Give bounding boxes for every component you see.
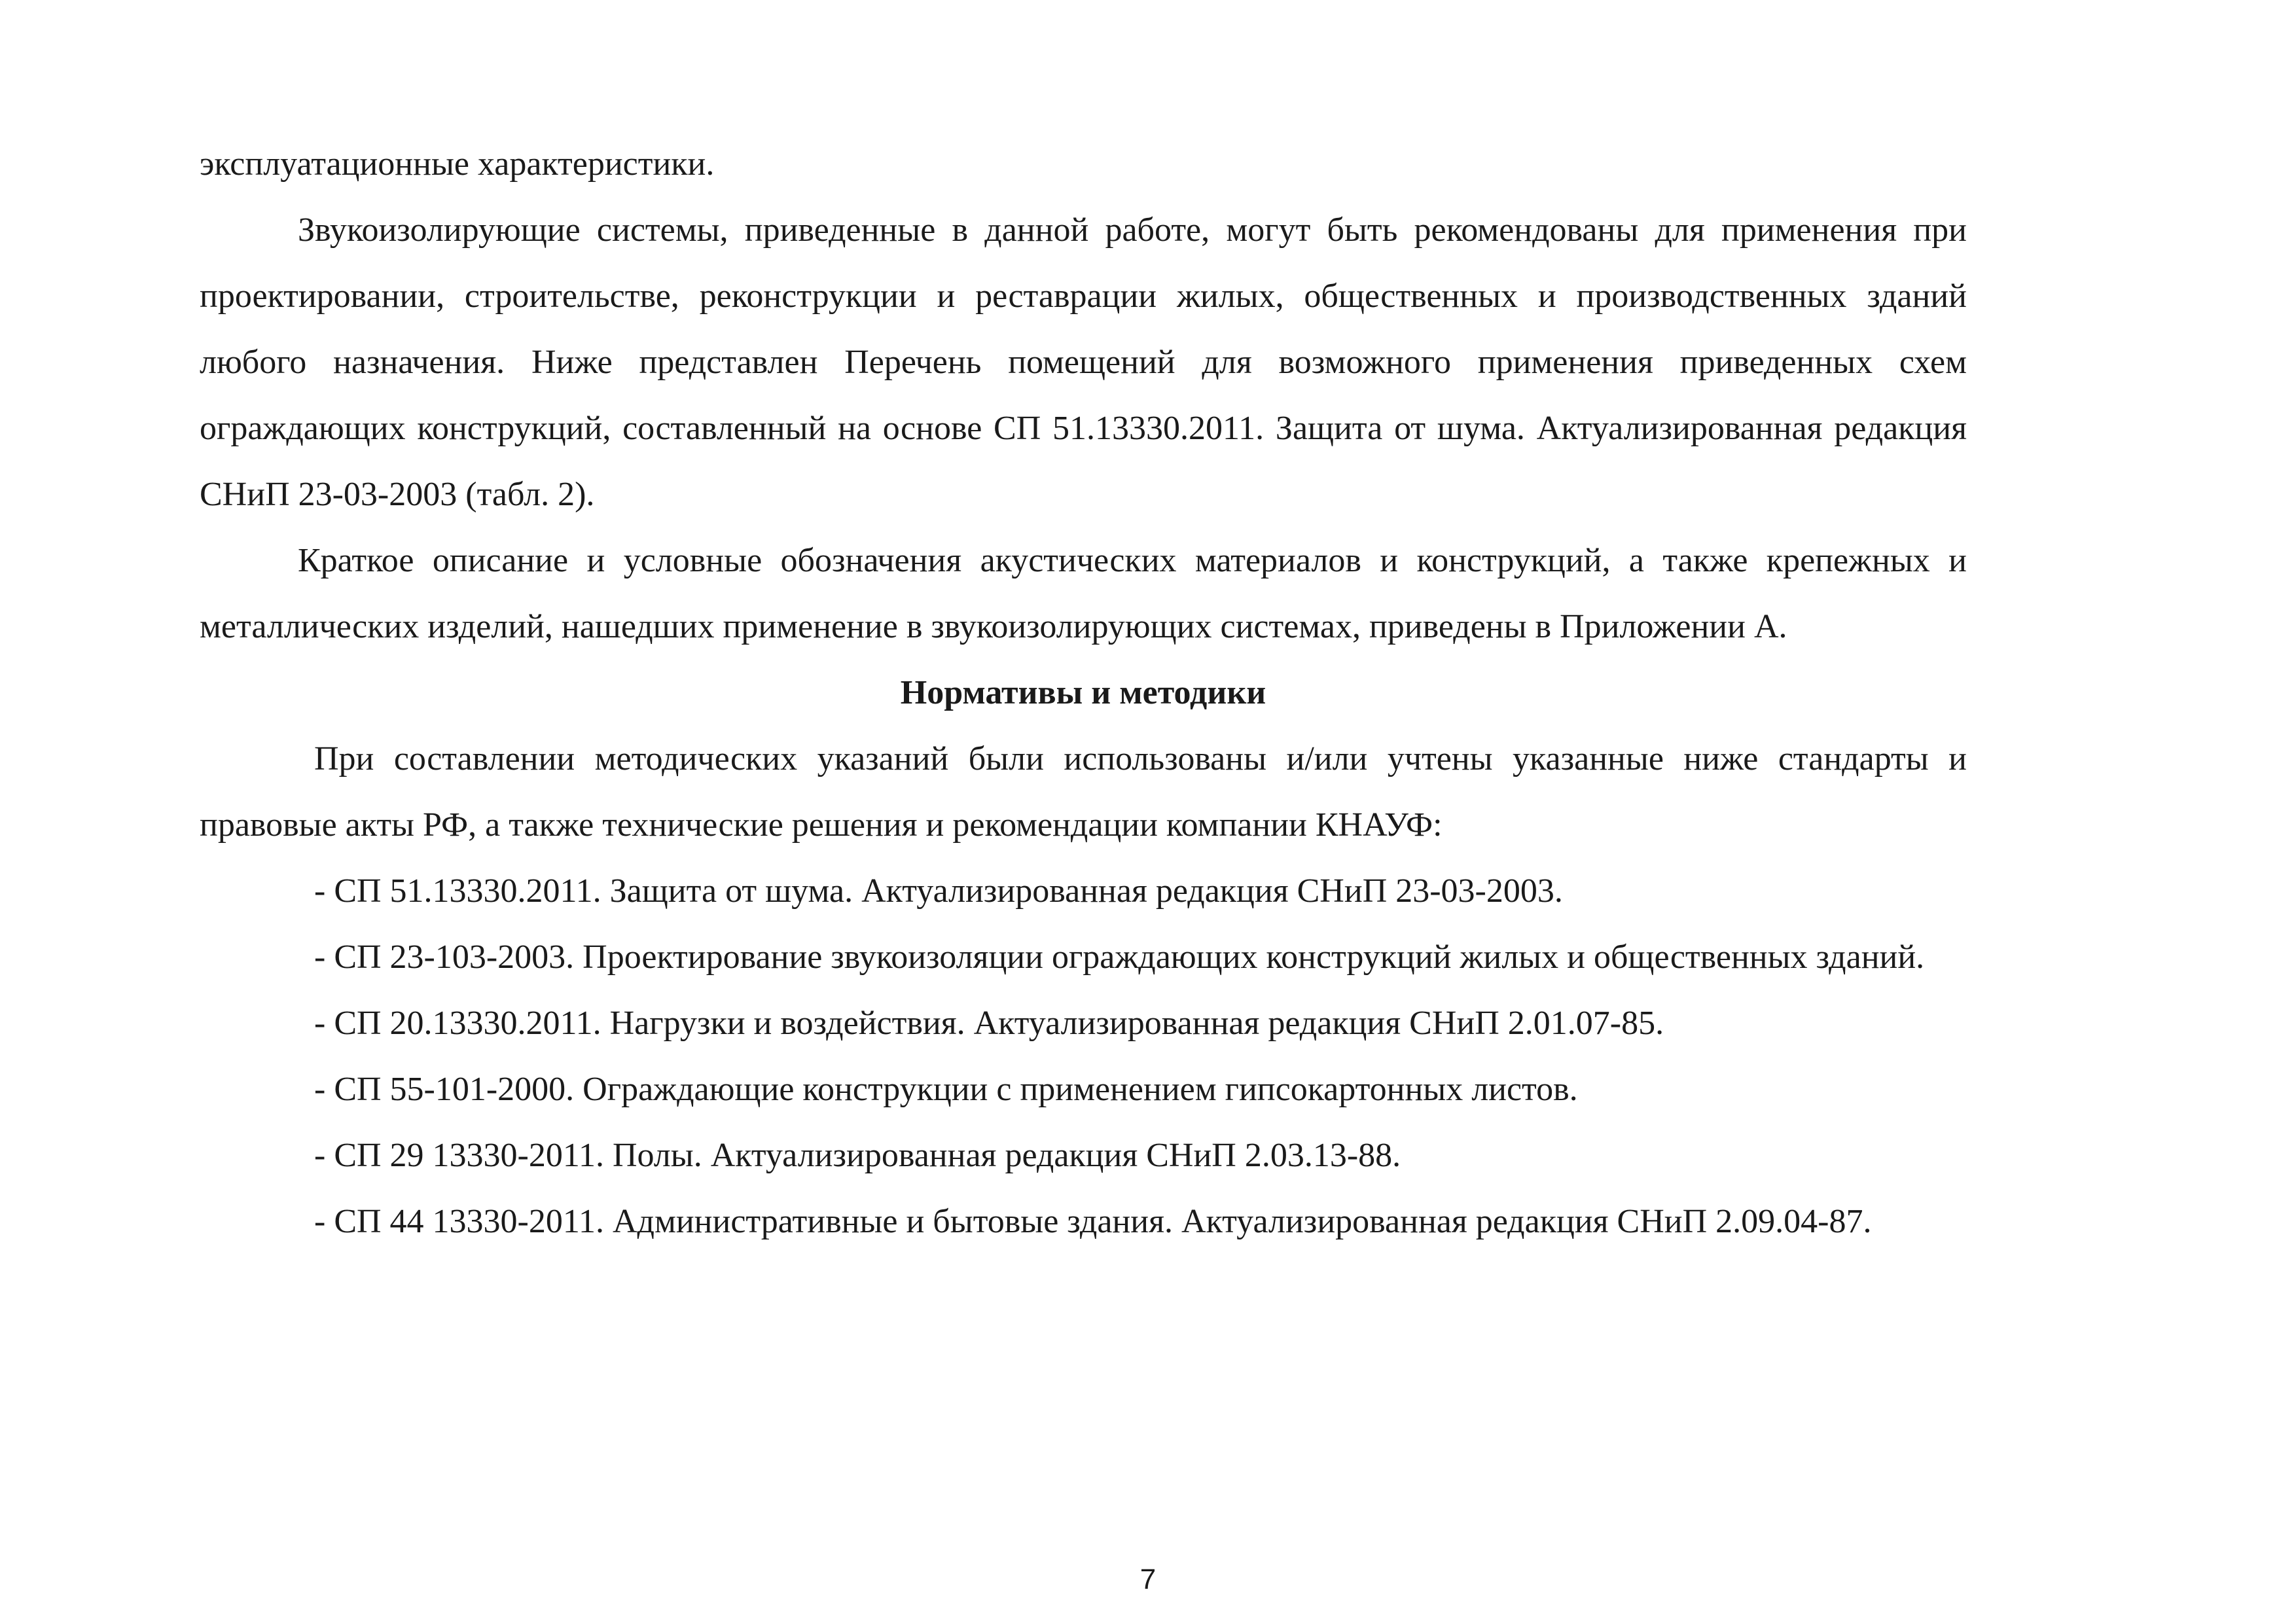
paragraph-continuation: эксплуатационные характеристики.	[200, 145, 715, 183]
standard-item: - СП 51.13330.2011. Защита от шума. Актуализированная редакция СНиП 23-03-2003.	[314, 872, 1563, 910]
standard-item: - СП 55-101-2000. Ограждающие конструкции с применением гипсокартонных листов.	[314, 1071, 1578, 1108]
paragraph-materials-description: Краткое описание и условные обозначения акустических материалов и конструкций, а также крепежных и металлических изделий, нашедших применение в звукоизолирующих системах, приведены в Приложении А.	[200, 542, 1967, 645]
paragraph-soundproofing-systems: Звукоизолирующие системы, приведенные в данной работе, могут быть рекомендованы для применения при проектировании, строительстве, реконструкции и реставрации жилых, общественных и производственных зданий любого назначения. Ниже представлен Перечень помещений для возможного применения приведенных схем ограждающих конструкций, составленный на основе СП 51.13330.2011. Защита от шума. Актуализированная редакция СНиП 23-03-2003 (табл. 2).	[200, 211, 1967, 513]
standard-item: - СП 44 13330-2011. Административные и бытовые здания. Актуализированная редакция СНиП 2.09.04-87.	[314, 1203, 1872, 1240]
section-intro: При составлении методических указаний были использованы и/или учтены указанные ниже стандарты и правовые акты РФ, а также технические решения и рекомендации компании КНАУФ:	[200, 740, 1967, 844]
standard-item: - СП 23-103-2003. Проектирование звукоизоляции ограждающих конструкций жилых и общественных зданий.	[314, 938, 1925, 976]
standard-item: - СП 29 13330-2011. Полы. Актуализированная редакция СНиП 2.03.13-88.	[314, 1137, 1401, 1174]
standard-item: - СП 20.13330.2011. Нагрузки и воздействия. Актуализированная редакция СНиП 2.01.07-85.	[314, 1005, 1664, 1042]
section-heading: Нормативы и методики	[900, 674, 1266, 711]
page-number: 7	[1139, 1563, 1157, 1596]
document-body	[200, 131, 1967, 1255]
